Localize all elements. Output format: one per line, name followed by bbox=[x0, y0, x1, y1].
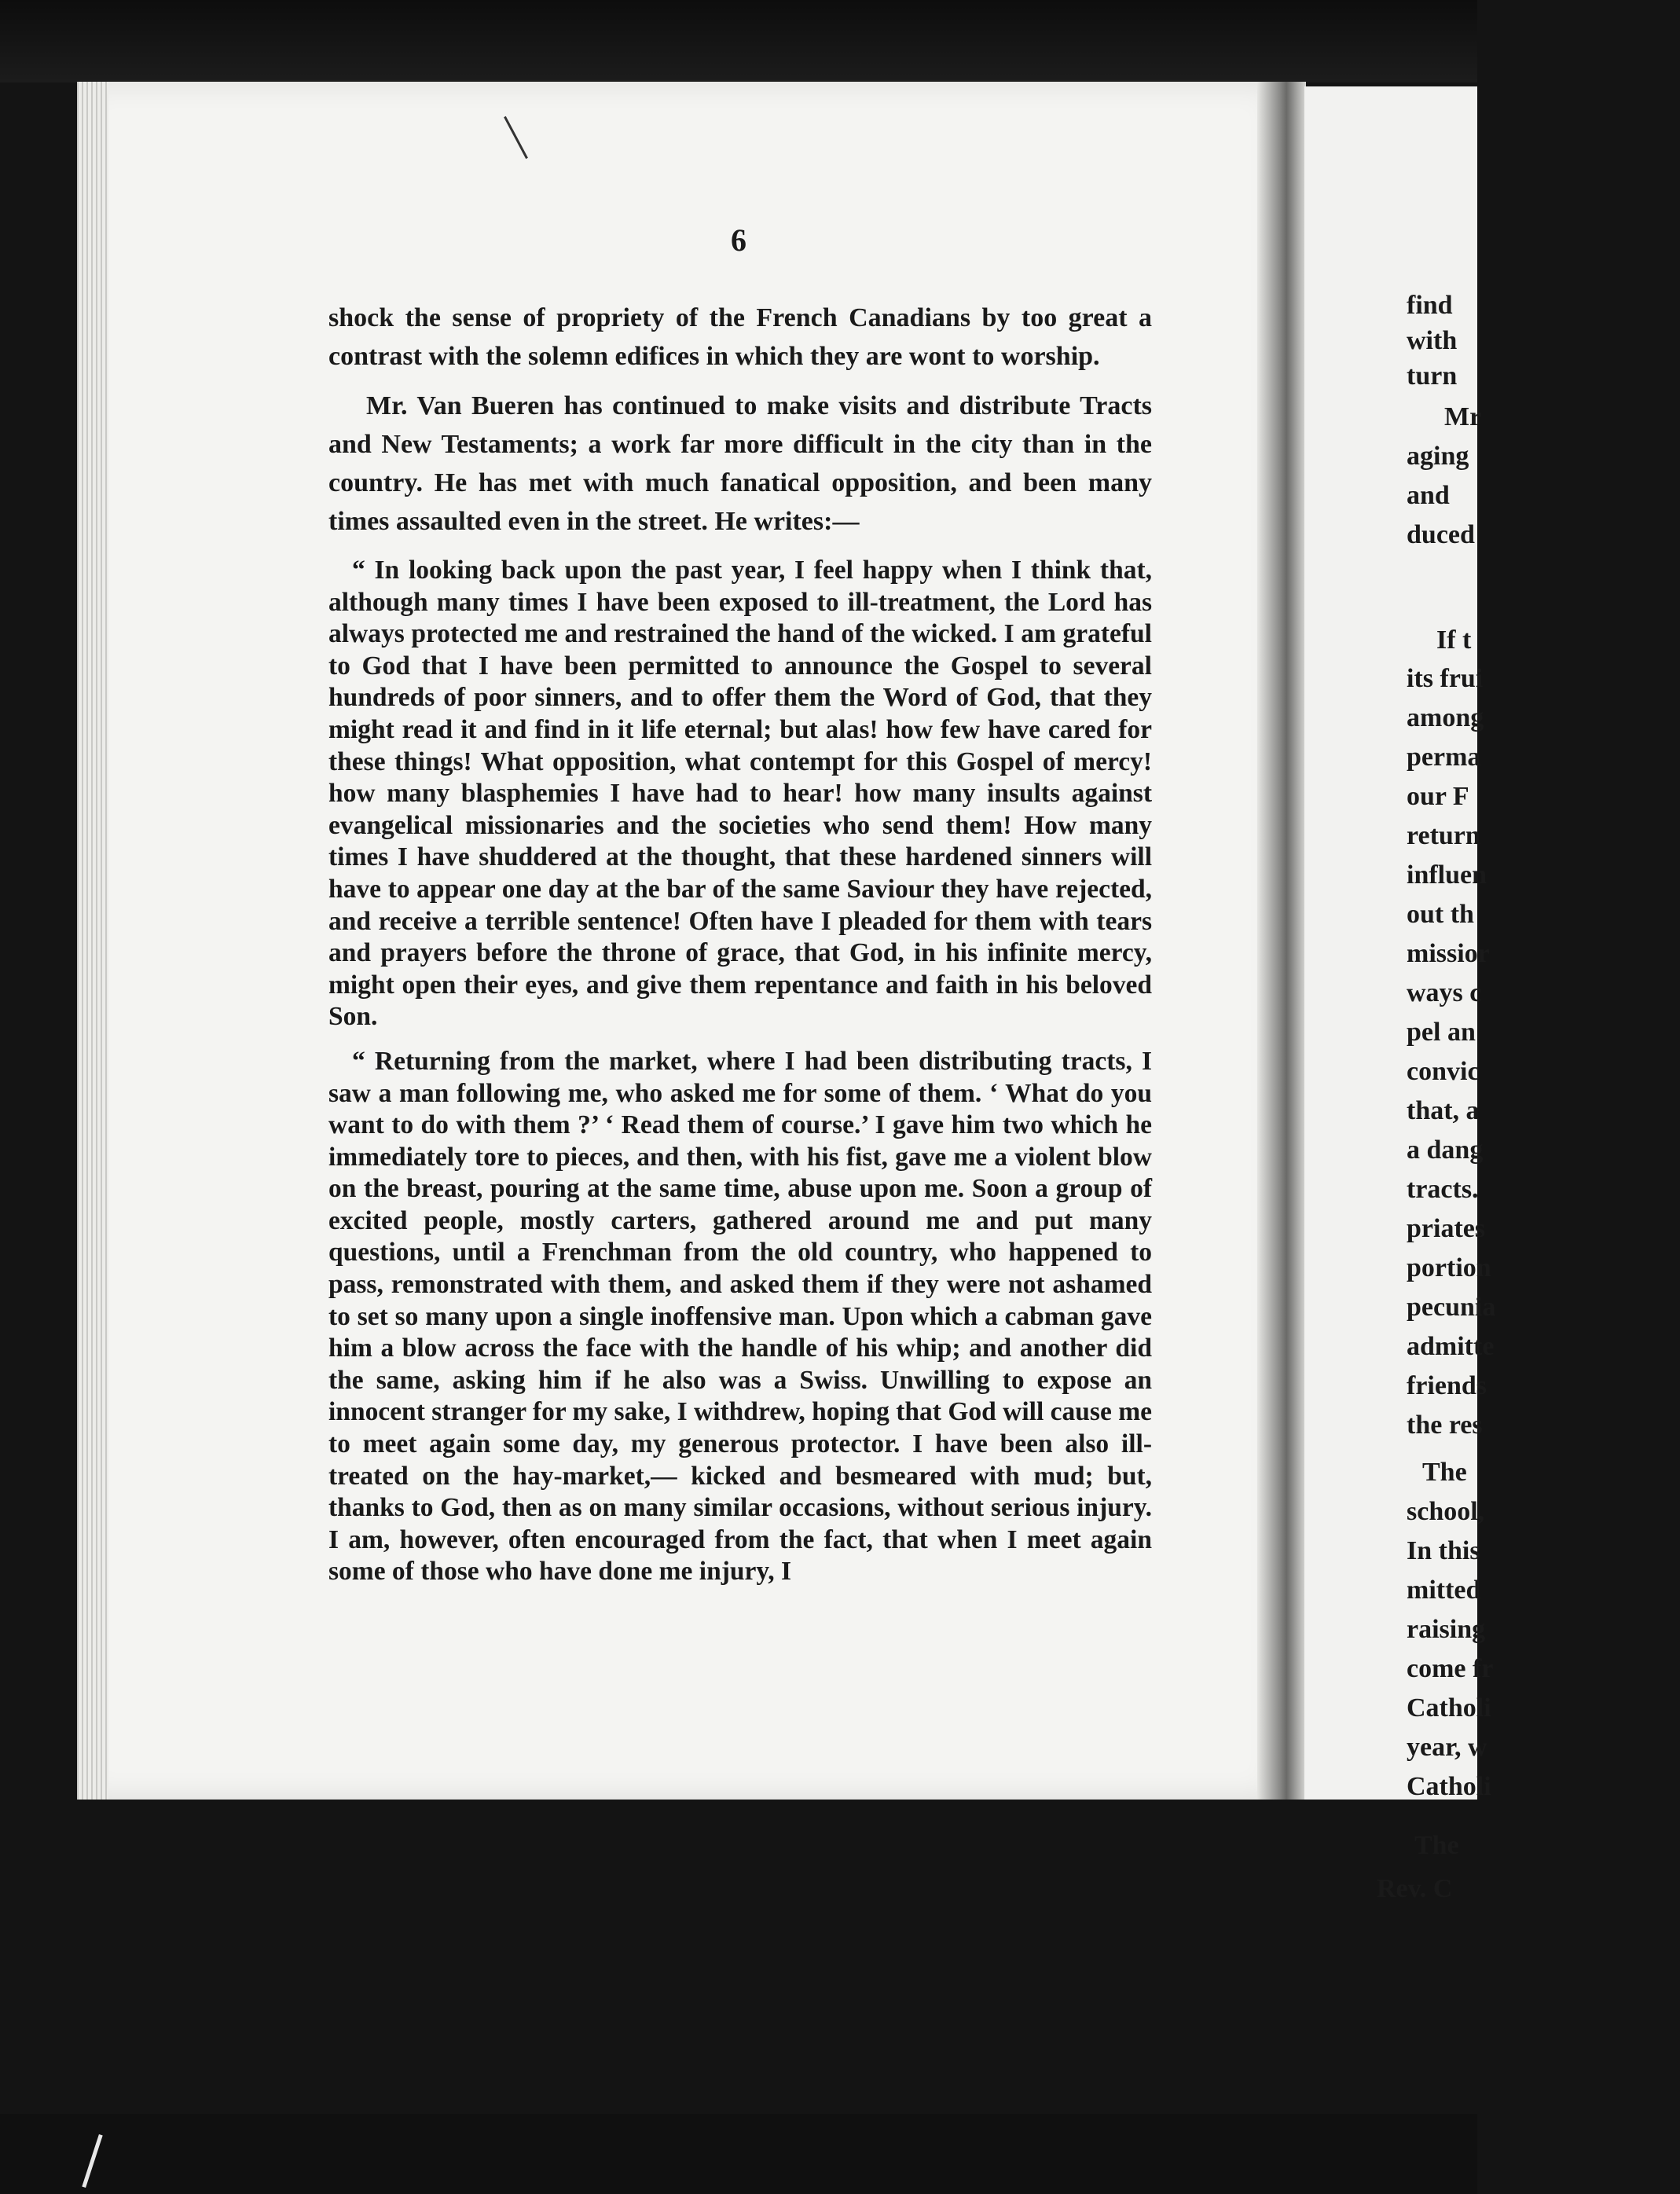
right-line: ways c bbox=[1407, 978, 1482, 1007]
book-gutter bbox=[1257, 82, 1306, 1800]
right-line: missior bbox=[1407, 939, 1490, 968]
film-border-bottom bbox=[0, 2114, 1477, 2194]
body-text bbox=[328, 299, 1152, 1588]
right-line: portion bbox=[1407, 1253, 1491, 1282]
paragraph-1: shock the sense of propriety of the French Canadians by too great a contrast with the solemn edifices in which they are wont to worship. bbox=[328, 303, 1152, 371]
right-line: influen bbox=[1407, 860, 1487, 890]
right-line: our F bbox=[1407, 782, 1469, 811]
right-line: year, w bbox=[1407, 1733, 1487, 1762]
right-line: and bbox=[1407, 481, 1450, 510]
right-line: among bbox=[1407, 703, 1484, 732]
right-line: Mr bbox=[1444, 402, 1482, 431]
right-line: turn bbox=[1407, 361, 1458, 391]
right-line: priates bbox=[1407, 1214, 1486, 1243]
intro-paragraphs bbox=[328, 299, 1152, 541]
film-border-top bbox=[0, 0, 1477, 83]
right-line: aging bbox=[1407, 442, 1469, 471]
quoted-letter bbox=[328, 555, 1152, 1588]
right-line: come fr bbox=[1407, 1654, 1494, 1683]
page-number: 6 bbox=[731, 222, 746, 258]
right-line: that, a bbox=[1407, 1096, 1480, 1125]
right-line: The bbox=[1414, 1831, 1459, 1860]
right-line: convic bbox=[1407, 1057, 1480, 1086]
right-line: with bbox=[1407, 326, 1458, 355]
right-line: pel an bbox=[1407, 1018, 1476, 1047]
right-line: a dang bbox=[1407, 1136, 1484, 1165]
right-line: If t bbox=[1436, 626, 1472, 655]
right-line: return bbox=[1407, 821, 1480, 850]
right-line: duced bbox=[1407, 520, 1475, 549]
right-line: find bbox=[1407, 291, 1453, 320]
right-line: tracts. bbox=[1407, 1175, 1479, 1204]
right-line: pecunia bbox=[1407, 1293, 1496, 1322]
quote-paragraph-1: “ In looking back upon the past year, I feel happy when I think that, although many times I have been exposed to ill-treatment, the Lord has always protected me and restrained the hand of the wicked. I am grateful to God that I have been permitted to announce the Gospel to several hundreds of poor sinners, and to offer them the Word of God, that they might read it and find in it life eternal; but alas! how few have cared for these things! What opposition, what contempt for this Gospel of mercy! how many blasphemies I have had to hear! how many insults against evangelical missionaries and the societies who send them! How many times I have shuddered at the thought, that these hardened sinners will have to appear one day at the bar of the same Saviour they have rejected, and receive a terrible sentence! Often have I pleaded for them with tears and prayers before the throne of grace, that God, in his infinite mercy, might open their eyes, and give them repentance and faith in his beloved Son. bbox=[328, 556, 1152, 1032]
paragraph-2: Mr. Van Bueren has continued to make visits and distribute Tracts and New Testaments; a work far more difficult in the city than in the country. He has met with much fanatical opposition, and been many times assaulted even in the street. He writes:— bbox=[328, 391, 1152, 536]
right-line: raising bbox=[1407, 1615, 1486, 1644]
right-line: the res bbox=[1407, 1411, 1483, 1440]
right-line: Catholi bbox=[1407, 1693, 1491, 1723]
page-edge-stack bbox=[77, 82, 108, 1800]
right-line: perma bbox=[1407, 743, 1481, 772]
right-line: its frui bbox=[1407, 664, 1484, 693]
right-line: Rev. C bbox=[1377, 1874, 1453, 1903]
right-line: In this bbox=[1407, 1536, 1480, 1565]
quote-paragraph-2: “ Returning from the market, where I had been distributing tracts, I saw a man following me, who asked me for some of them. ‘ What do you want to do with them ?’ ‘ Read them of course.’ I gave him two which he immediately tore to pieces, and then, with his fist, gave me a violent blow on the breast, pouring at the same time, abuse upon me. Soon a group of excited people, mostly carters, gathered around me and put many questions, until a Frenchman from the old country, who happened to pass, remonstrated with them, and asked them if they were not ashamed to set so many upon a single inoffensive man. Upon which a cabman gave him a blow across the face with the handle of his whip; and another did the same, asking him if he also was a Swiss. Unwilling to expose an innocent stranger for my sake, I withdrew, hoping that God will cause me to meet again some day, my generous protector. I have been also ill-treated on the hay-market,— kicked and besmeared with mud; but, thanks to God, then as on many similar occasions, without serious injury. I am, however, often encouraged from the fact, that when I meet again some of those who have done me injury, I bbox=[328, 1046, 1152, 1587]
right-line: admitte bbox=[1407, 1332, 1495, 1361]
right-line: school, bbox=[1407, 1497, 1485, 1526]
right-line: mitted bbox=[1407, 1576, 1481, 1605]
right-line: The bbox=[1422, 1458, 1467, 1487]
right-line: out th bbox=[1407, 900, 1474, 929]
right-line: Catholi bbox=[1407, 1772, 1491, 1801]
right-line: friends bbox=[1407, 1371, 1487, 1400]
